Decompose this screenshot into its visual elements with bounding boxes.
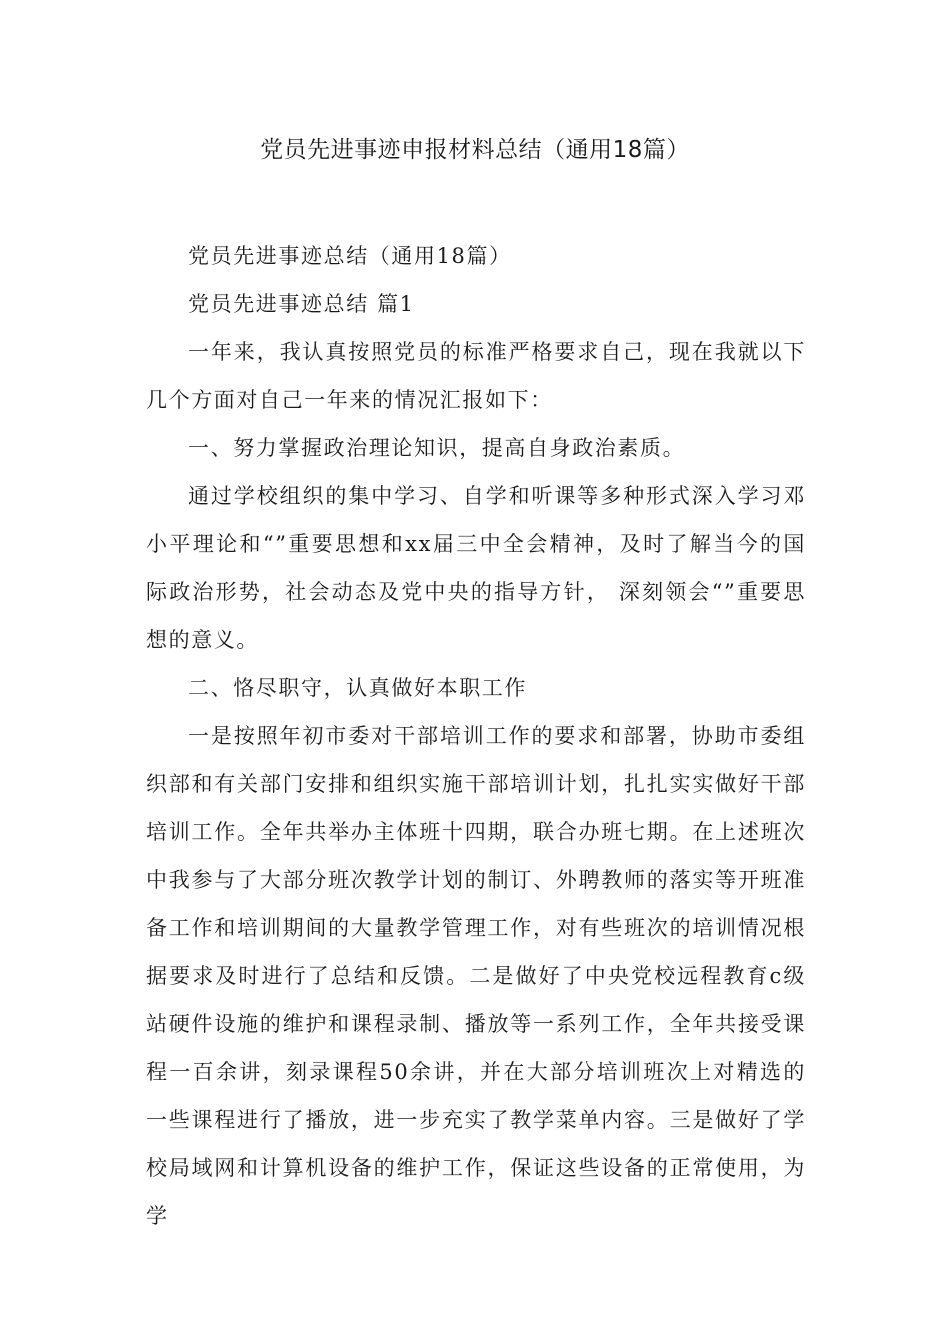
paragraph-heading-two: 二、恪尽职守，认真做好本职工作	[188, 676, 527, 700]
paragraph-heading-one: 一、努力掌握政治理论知识，提高自身政治素质。	[188, 436, 686, 460]
paragraph-work: 一是按照年初市委对干部培训工作的要求和部署，协助市委组织部和有关部门安排和组织实施干部培训计划，扎扎实实做好干部培训工作。全年共举办主体班十四期，联合办班七期。在上述班次中我参与了大部分班次教学计划的制订、外聘教师的落实等开班准备工作和培训期间的大量教学管理工作，对有些班次的培训情况根据要求及时进行了总结和反馈。二是做好了中央党校远程教育c级站硬件设施的维护和课程录制、播放等一系列工作，全年共接受课程一百余讲，刻录课程50余讲，并在大部分培训班次上对精选的一些课程进行了播放，进一步充实了教学菜单内容。三是做好了学校局域网和计算机设备的维护工作，保证这些设备的正常使用，为学	[146, 724, 806, 1228]
paragraph-study: 通过学校组织的集中学习、自学和听课等多种形式深入学习邓小平理论和“”重要思想和xx届三中全会精神，及时了解当今的国际政治形势，社会动态及党中央的指导方针， 深刻领会“”重要思想的意义。	[146, 484, 806, 652]
paragraph-intro: 一年来，我认真按照党员的标准严格要求自己，现在我就以下几个方面对自己一年来的情况汇报如下：	[146, 340, 806, 412]
paragraph-section-heading: 党员先进事迹总结 篇1	[188, 292, 415, 316]
document-title: 党员先进事迹申报材料总结（通用18篇）	[260, 137, 690, 163]
paragraph-subtitle: 党员先进事迹总结（通用18篇）	[188, 244, 512, 268]
document-body	[146, 232, 806, 1240]
